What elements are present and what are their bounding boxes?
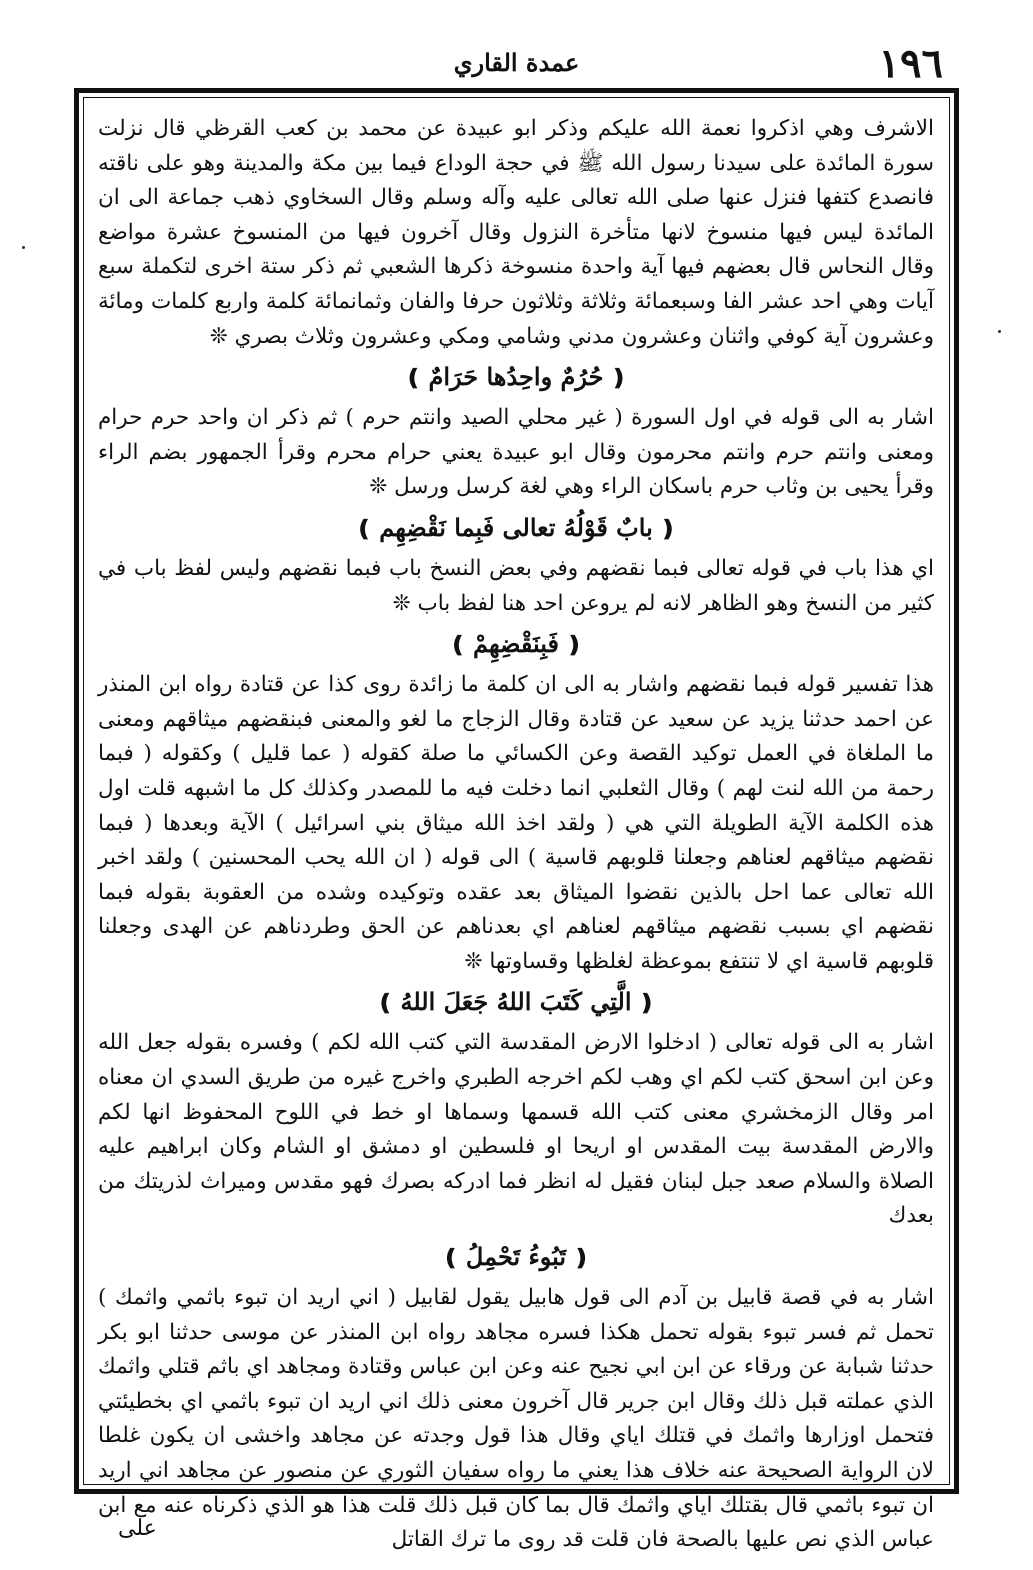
body-paragraph: اشار به في قصة قابيل بن آدم الى قول هابيل يقول لقابيل ( اني اريد ان تبوء باثمي واثمك ) تحمل ثم فسر تبوء بقوله تحمل هكذا فسره مجاهد رواه ابن المنذر عن موسى حدثنا ابو بكر حدثنا شبابة عن ورقاء عن ابن ابي نجيح عنه وعن ابن عباس وقتادة ومجاهد اي باثم قتلي واثمك الذي عملته قبل ذلك وقال ابن جرير قال آخرون معنى ذلك اني اريد ان تبوء باثمي اي بخطيئتي فتحمل اوزارها واثمك في قتلك اياي وقال هذا قول وجدته عن مجاهد واخشى ان يكون غلطا لان الرواية الصحيحة عنه خلاف هذا يعني ما رواه سفيان الثوري عن منصور عن مجاهد اني اريد ان تبوء باثمي قال بقتلك اياي واثمك قال بما كان قبل ذلك قلت هذا هو الذي ذكرناه عنه مع ابن عباس الذي نص عليها بالصحة فان قلت قد روى ما ترك القاتل [98,1285,934,1553]
ornament-right-icon: ❫ [354,515,374,542]
ornament-left-icon: ❪ [572,1245,591,1272]
margin-speck [998,330,1001,333]
page-header [80,40,953,88]
body-paragraph: اي هذا باب في قوله تعالى فبما نقضهم وفي بعض النسخ باب فبما نقضهم وليس لفظ باب في كثير من النسخ وهو الظاهر لانه لم يروعن احد هنا لفظ باب ❊ [98,555,934,616]
section-heading [98,625,934,664]
body-paragraph: هذا تفسير قوله فبما نقضهم واشار به الى ان كلمة ما زائدة روى كذا عن قتادة رواه ابن المنذر عن احمد حدثنا يزيد عن سعيد عن قتادة وقال الزجاج ما لغو والمعنى فبنقضهم ميثاقهم ومعنى ما الملغاة في العمل توكيد القصة وعن الكسائي ما صلة كقوله ( عما قليل ) وكقوله ( فبما رحمة من الله لنت لهم ) وقال الثعلبي انما دخلت فيه ما للمصدر وكذلك كل ما اشبهه قلت اول هذه الكلمة الآية الطويلة التي هي ( ولقد اخذ الله ميثاق بني اسرائيل ) الآية وبعدها ( فبما نقضهم ميثاقهم لعناهم وجعلنا قلوبهم قاسية ) الى قوله ( ان الله يحب المحسنين ) ولقد اخبر الله تعالى عما احل بالذين نقضوا الميثاق بعد عقده وتوكيده وشده من العقوبة بقوله فبما نقضهم اي بسبب نقضهم ميثاقهم لعناهم اي بعدناهم عن الحق وطردناهم عن الهدى وجعلنا قلوبهم قاسية اي لا تنتفع بموعظة لغلظها وقساوتها ❊ [98,672,934,974]
catchword: على [118,1516,157,1541]
section-heading [98,1238,934,1277]
heading-text: حُرُمٌ واحِدُها حَرَامٌ [428,362,604,392]
ornament-right-icon: ❫ [404,365,423,392]
ornament-left-icon: ❪ [637,990,656,1017]
ornament-right-icon: ❫ [448,632,468,659]
ornament-left-icon: ❪ [609,365,628,392]
ornament-right-icon: ❫ [441,1245,460,1272]
ornament-left-icon: ❪ [658,515,678,542]
heading-text: تَبُوءُ تَحْمِلُ [465,1242,567,1272]
section-heading [98,509,934,548]
body-paragraph: الاشرف وهي اذكروا نعمة الله عليكم وذكر ابو عبيدة عن محمد بن كعب القرظي قال نزلت سورة المائدة على سيدنا رسول الله ﷺ في حجة الوداع فيما بين مكة والمدينة وهو على ناقته فانصدع كتفها فنزل عنها صلى الله تعالى عليه وآله وسلم وقال السخاوي ذهب جماعة الى ان المائدة ليس فيها منسوخ لانها متأخرة النزول وقال آخرون فيها من المنسوخ عشرة مواضع وقال النحاس قال بعضهم فيها آية واحدة منسوخة ذكرها الشعبي ثم ذكر ستة اخرى لتكملة سبع آيات وهي احد عشر الفا وسبعمائة وثلاثة وثلاثون حرفا والفان وثمانمائة كلمة واربع كلمات ومائة وعشرون آية كوفي واثنان وعشرون مدني وشامي ومكي وعشرون وثلاث بصري ❊ [98,116,934,349]
running-title: عمدة القاري [453,48,580,77]
heading-text: فَبِنَقْضِهِمْ [473,629,559,659]
heading-text: بابٌ قَوْلُهُ تعالى فَبِما نَقْضِهِم [379,512,653,542]
ornament-right-icon: ❫ [376,990,395,1017]
page-body [98,112,934,1553]
page-number: ١٩٦ [878,40,943,87]
section-heading [98,983,934,1022]
heading-text: الَّتِي كَتَبَ اللهُ جَعَلَ اللهُ [400,987,632,1017]
section-heading [98,358,934,397]
ornament-left-icon: ❪ [564,632,584,659]
body-paragraph: اشار به الى قوله تعالى ( ادخلوا الارض المقدسة التي كتب الله لكم ) وفسره بقوله جعل الله وعن ابن اسحق كتب لكم اي وهب لكم اخرجه الطبري واخرج غيره من طريق السدي ان معناه امر وقال الزمخشري معنى كتب الله قسمها وسماها او خط في اللوح المحفوظ انها لكم والارض المقدسة بيت المقدس او اريحا او فلسطين او دمشق او الشام وكان ابراهيم عليه الصلاة والسلام صعد جبل لبنان فقيل له انظر فما ادركه بصرك فهو مقدس وميراث لذريتك من بعدك [98,1030,934,1229]
margin-speck [22,246,25,249]
body-paragraph: اشار به الى قوله في اول السورة ( غير محلي الصيد وانتم حرم ) ثم ذكر ان واحد حرم حرام ومعنى وانتم حرم وانتم محرمون وقال ابو عبيدة يعني حرام محرم وقرأ الجمهور بضم الراء وقرأ يحيى بن وثاب حرم باسكان الراء وهي لغة كرسل ورسل ❊ [98,405,934,500]
